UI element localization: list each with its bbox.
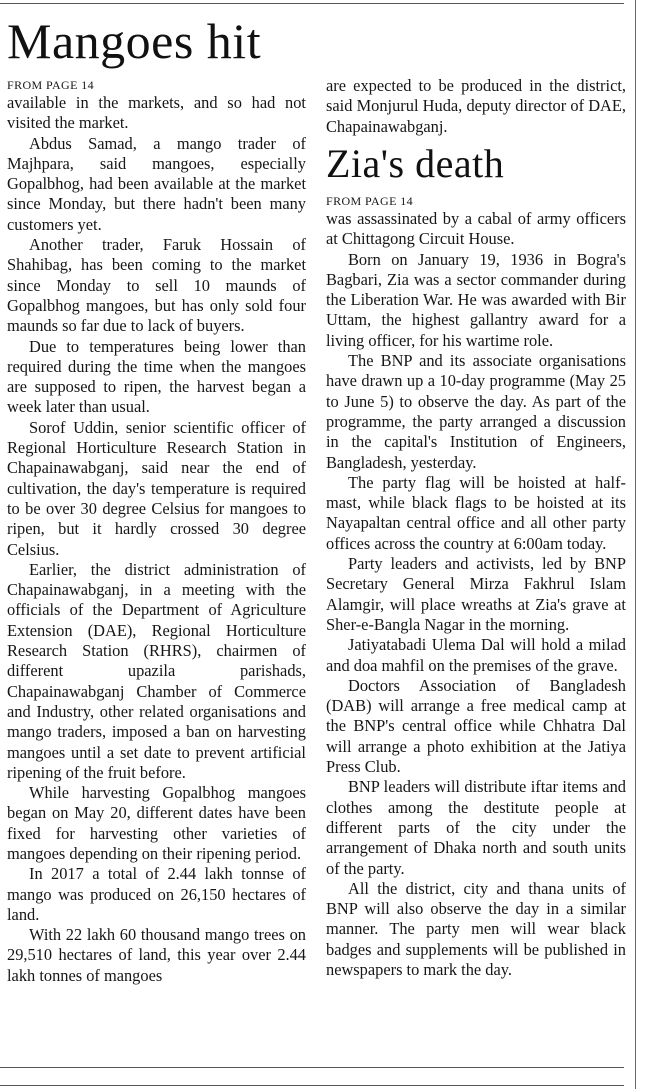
bottom-rule: [0, 1067, 624, 1068]
story1-body-continued: [326, 76, 626, 137]
story1-paragraph-1: available in the markets, and so had not visited the market.: [7, 93, 306, 133]
story2-paragraph-8: BNP leaders will distribute iftar items and clothes among the destitute people at different parts of the city under the arrangement of Dhaka north and south units of the party.: [326, 777, 626, 878]
story1-paragraph-2: Abdus Samad, a mango trader of Majhpara, said mangoes, especially Gopalbhog, had been available at the market since Monday, but there hadn't been many customers yet.: [7, 133, 306, 234]
story1-paragraph-6: Earlier, the district administration of Chapainawabganj, in a meeting with the officials of the Department of Agriculture Extension (DAE), Regional Horticulture Research Station (RHRS), chairmen of different upazila parishads, Chapainawabganj Chamber of Commerce and Industry, other related organisations and mango traders, imposed a ban on harvesting mangoes until a set date to prevent artificial ripening of the fruit before.: [7, 559, 306, 782]
story2-paragraph-2: Born on January 19, 1936 in Bogra's Bagbari, Zia was a sector commander during the Liberation War. He was awarded with Bir Uttam, the highest gallantry award for a living officer, for his wartime role.: [326, 249, 626, 350]
story2-body: [326, 209, 626, 980]
right-column-rule: [635, 0, 636, 1089]
bottom-rule-lower: [0, 1085, 624, 1086]
story1-paragraph-10: are expected to be produced in the district, said Monjurul Huda, deputy director of DAE, Chapainawabganj.: [326, 76, 626, 136]
story1-paragraph-7: While harvesting Gopalbhog mangoes began on May 20, different dates have been fixed for harvesting other varieties of mangoes depending on their ripening period.: [7, 783, 306, 863]
jump-line-story2: FROM PAGE 14: [326, 194, 414, 208]
story2-paragraph-6: Jatiyatabadi Ulema Dal will hold a milad and doa mahfil on the premises of the grave.: [326, 635, 626, 675]
story2-paragraph-3: The BNP and its associate organisations have drawn up a 10-day programme (May 25 to June 5) to observe the day. As part of the programme, the party arranged a discussion in the capital's Institution of Engineers, Bangladesh, yesterday.: [326, 351, 626, 472]
story1-paragraph-4: Due to temperatures being lower than required during the time when the mangoes are supposed to ripen, the harvest began a week later than usual.: [7, 336, 306, 417]
story1-paragraph-3: Another trader, Faruk Hossain of Shahibag, has been coming to the market since Monday to sell 10 maunds of Gopalbhog mangoes, but has only sold four maunds so far due to lack of buyers.: [7, 235, 306, 336]
story2-paragraph-5: Party leaders and activists, led by BNP Secretary General Mirza Fakhrul Islam Alamgir, will place wreaths at Zia's grave at Sher-e-Bangla Nagar in the morning.: [326, 554, 626, 634]
jump-line-story1: FROM PAGE 14: [7, 78, 95, 92]
story1-body-left: [7, 93, 306, 986]
headline-mangoes-hit: Mangoes hit: [7, 13, 262, 69]
story2-paragraph-4: The party flag will be hoisted at half-mast, while black flags to be hoisted at its Nayapaltan central office and all other party offices across the country at 6:00am today.: [326, 472, 626, 553]
story2-paragraph-9: All the district, city and thana units of BNP will also observe the day in a similar manner. The party men will wear black badges and supplements will be published in newspapers to mark the day.: [326, 878, 626, 979]
headline-zias-death: Zia's death: [326, 141, 505, 186]
story2-paragraph-7: Doctors Association of Bangladesh (DAB) will arrange a free medical camp at the BNP's central office while Chhatra Dal will arrange a photo exhibition at the Jatiya Press Club.: [326, 675, 626, 777]
story1-paragraph-8: In 2017 a total of 2.44 lakh tonnse of mango was produced on 26,150 hectares of land.: [7, 864, 306, 924]
story2-paragraph-1: was assassinated by a cabal of army officers at Chittagong Circuit House.: [326, 209, 626, 249]
story1-paragraph-5: Sorof Uddin, senior scientific officer of Regional Horticulture Research Station in Chapainawabganj, said near the end of cultivation, the day's temperature is required to be over 30 degree Celsius for mangoes to ripen, but it hardly crossed 30 degree Celsius.: [7, 417, 306, 559]
top-rule: [0, 3, 624, 4]
story1-paragraph-9: With 22 lakh 60 thousand mango trees on 29,510 hectares of land, this year over 2.44 lakh tonnes of mangoes: [7, 925, 306, 985]
